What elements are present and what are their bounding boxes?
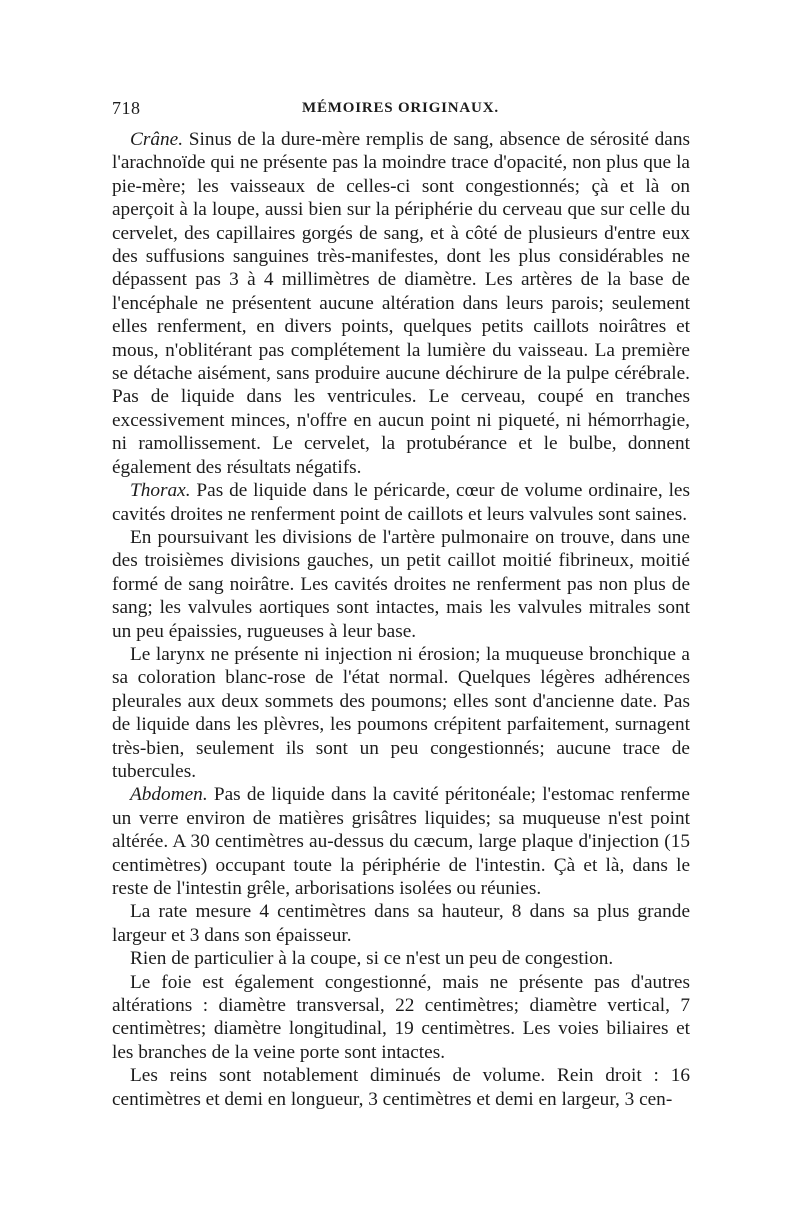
paragraph-coupe (112, 947, 690, 970)
paragraph-text: Le foie est également congestionné, mais ne présente pas d'autres altérations : diamètre transversal, 22 centimètres; diamètre vertical, 7 centimètres; diamètre longitudinal, 19 centimètres. Les voies biliaires et les branches de la veine porte sont intactes. (112, 971, 690, 1063)
paragraph-text: Le larynx ne présente ni injection ni érosion; la muqueuse bronchique a sa coloration blanc-rose de l'état normal. Quelques légères adhérences pleurales aux deux sommets des poumons; elles sont d'ancienne date. Pas de liquide dans les plèvres, les poumons crépitent parfaitement, surnagent très-bien, seulement ils sont un peu congestionnés; aucune trace de tubercules. (112, 643, 690, 782)
paragraph-abdomen (112, 783, 690, 900)
section-lead-thorax: Thorax. (130, 480, 191, 502)
paragraph-reins (112, 1064, 690, 1111)
paragraph-thorax (112, 479, 690, 526)
paragraph-artere-pulmonaire (112, 526, 690, 643)
paragraph-text: Pas de liquide dans le péricarde, cœur de volume ordinaire, les cavités droites ne renferment point de caillots et leurs valvules sont saines. (112, 480, 690, 525)
paragraph-foie (112, 971, 690, 1065)
paragraph-larynx (112, 643, 690, 783)
page-header (112, 98, 690, 124)
paragraph-text: La rate mesure 4 centimètres dans sa hauteur, 8 dans sa plus grande largeur et 3 dans son épaisseur. (112, 901, 690, 946)
body-text (112, 128, 690, 1111)
section-lead-crane: Crâne. (130, 129, 184, 150)
paragraph-crane (112, 128, 690, 479)
paragraph-text: En poursuivant les divisions de l'artère pulmonaire on trouve, dans une des troisièmes divisions gauches, un petit caillot moitié fibrineux, moitié formé de sang noirâtre. Les cavités droites ne renferment pas non plus de sang; les valvules aortiques sont intactes, mais les valvules mitrales sont un peu épaissies, rugueuses à leur base. (112, 526, 690, 642)
paragraph-rate (112, 900, 690, 947)
paragraph-text: Sinus de la dure-mère remplis de sang, absence de sérosité dans l'arachnoïde qui ne présente pas la moindre trace d'opacité, non plus que la pie-mère; les vaisseaux de celles-ci sont congestionnés; çà et là on aperçoit à la loupe, aussi bien sur la périphérie du cerveau que sur celle du cervelet, des capillaires gorgés de sang, et à côté de plusieurs d'entre eux des suffusions sanguines très-manifestes, dont les plus considérables ne dépassent pas 3 à 4 millimètres de diamètre. Les artères de la base de l'encéphale ne présentent aucune altération dans leurs parois; seulement elles renferment, en divers points, quelques petits caillots noirâtres et mous, n'oblitérant pas complétement la lumière du vaisseau. La première se détache aisément, sans produire aucune déchirure de la pulpe cérébrale. Pas de liquide dans les ventricules. Le cerveau, coupé en tranches excessivement minces, n'offre en aucun point ni piqueté, ni hémorrhagie, ni ramollissement. Le cervelet, la protubérance et le bulbe, donnent également des résultats négatifs. (112, 129, 690, 478)
page-number: 718 (112, 98, 141, 118)
paragraph-text: Pas de liquide dans la cavité péritonéale; l'estomac renferme un verre environ de matières grisâtres liquides; sa muqueuse n'est point altérée. A 30 centimètres au-dessus du cæcum, large plaque d'injection (15 centimètres) occupant toute la périphérie de l'intestin. Çà et là, dans le reste de l'intestin grêle, arborisations isolées ou réunies. (112, 784, 690, 899)
paragraph-text: Les reins sont notablement diminués de volume. Rein droit : 16 centimètres et demi en longueur, 3 centimètres et demi en largeur, 3 cen- (112, 1065, 690, 1110)
section-lead-abdomen: Abdomen. (130, 784, 208, 806)
running-head: MÉMOIRES ORIGINAUX. (302, 100, 499, 116)
paragraph-text: Rien de particulier à la coupe, si ce n'est un peu de congestion. (130, 948, 614, 970)
